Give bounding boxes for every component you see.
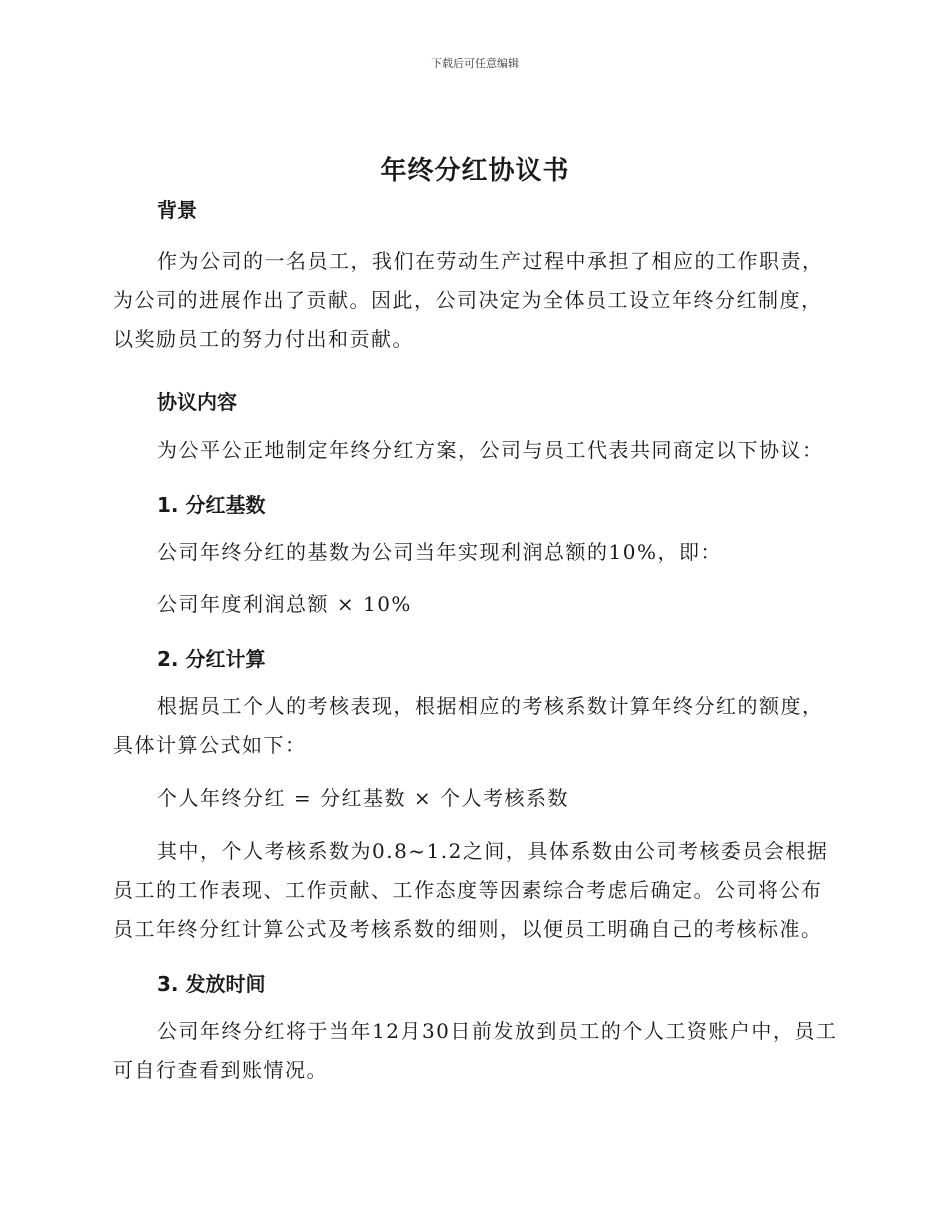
paragraph-coefficient-note: 其中，个人考核系数为0.8~1.2之间，具体系数由公司考核委员会根据员工的工作表现、工作贡献、工作态度等因素综合考虑后确定。公司将公布员工年终分红计算公式及考核系数的细则，以便员工明确自己的考核标准。	[113, 839, 829, 941]
section-heading-agreement: 协议内容	[157, 390, 237, 414]
header-note: 下载后可任意编辑	[431, 57, 519, 70]
formula-dividend-base: 公司年度利润总额 × 10%	[157, 592, 412, 616]
document-body	[113, 195, 838, 1090]
section-heading-dividend-base: 1. 分红基数	[157, 493, 266, 517]
section-heading-background: 背景	[157, 198, 197, 222]
paragraph-agreement: 为公平公正地制定年终分红方案，公司与员工代表共同商定以下协议：	[157, 438, 824, 462]
paragraph-dividend-calculation: 根据员工个人的考核表现，根据相应的考核系数计算年终分红的额度，具体计算公式如下：	[113, 694, 824, 757]
section-heading-dividend-calculation: 2. 分红计算	[157, 647, 266, 671]
paragraph-background: 作为公司的一名员工，我们在劳动生产过程中承担了相应的工作职责，为公司的进展作出了贡献。因此，公司决定为全体员工设立年终分红制度，以奖励员工的努力付出和贡献。	[113, 249, 824, 351]
section-heading-payment-time: 3. 发放时间	[157, 972, 266, 996]
document-title: 年终分红协议书	[380, 156, 570, 186]
formula-personal-dividend: 个人年终分红 = 分红基数 × 个人考核系数	[157, 786, 569, 810]
paragraph-dividend-base: 公司年终分红的基数为公司当年实现利润总额的10%，即：	[157, 540, 722, 564]
paragraph-payment-time: 公司年终分红将于当年12月30日前发放到员工的个人工资账户中，员工可自行查看到账情况。	[113, 1019, 838, 1082]
